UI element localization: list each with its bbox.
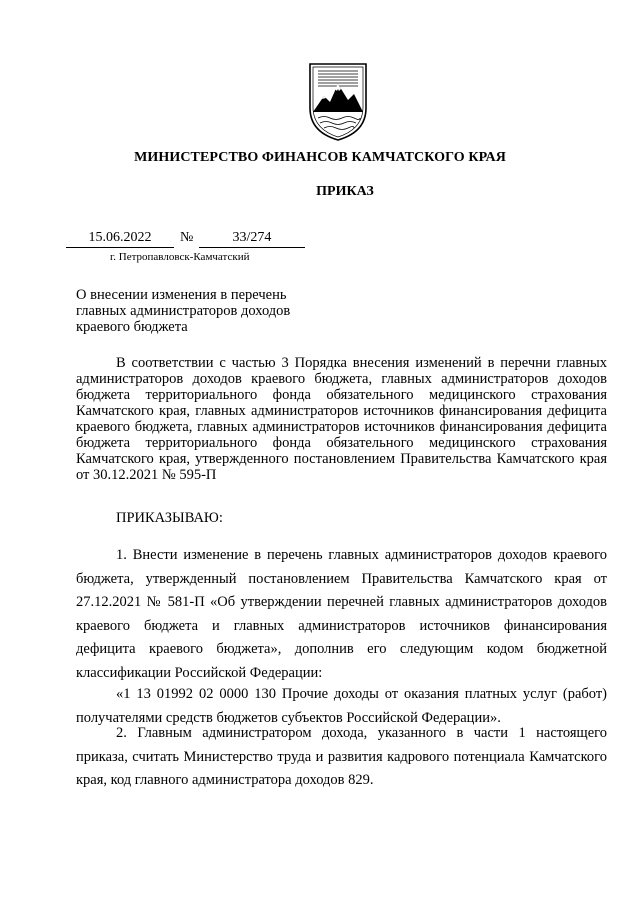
preamble-paragraph: В соответствии с частью 3 Порядка внесения изменений в перечни главных администраторов доходов краевого бюджета, главных администраторов доходов бюджета территориального фонда обязательного медицинского страхования Камчатского края, главных администраторов источников финансирования дефицита краевого бюджета, главных администраторов источников финансирования дефицита бюджета территориального фонда обязательного медицинского страхования Камчатского края, утвержденного постановлением Правительства Камчатского края от 30.12.2021 № 595-П xyxy=(76,355,607,483)
kamchatka-coat-of-arms-icon xyxy=(306,60,370,142)
document-type: ПРИКАЗ xyxy=(316,184,374,199)
order-subject: О внесении изменения в перечень главных администраторов доходов краевого бюджета xyxy=(76,287,291,335)
order-directive: ПРИКАЗЫВАЮ: xyxy=(116,510,223,526)
item-1-paragraph: 1. Внести изменение в перечень главных администраторов доходов краевого бюджета, утвержденный постановлением Правительства Камчатского края от 27.12.2021 № 581-П «Об утверждении перечней главных администраторов доходов краевого бюджета и главных администраторов источников финансирования дефицита краевого бюджета», дополнив его следующим кодом бюджетной классификации Российской Федерации: xyxy=(76,547,607,681)
ministry-title: МИНИСТЕРСТВО ФИНАНСОВ КАМЧАТСКОГО КРАЯ xyxy=(134,150,506,165)
number-sign: № xyxy=(180,230,194,245)
order-number: 33/274 xyxy=(199,229,305,248)
item-1-code-paragraph: «1 13 01992 02 0000 130 Прочие доходы от оказания платных услуг (работ) получателями средств бюджетов субъектов Российской Федерации». xyxy=(76,686,607,726)
item-2-paragraph: 2. Главным администратором дохода, указанного в части 1 настоящего приказа, считать Министерство труда и развития кадрового потенциала Камчатского края, код главного администратора доходов 829. xyxy=(76,725,607,788)
order-date: 15.06.2022 xyxy=(66,229,174,248)
city-line: г. Петропавловск-Камчатский xyxy=(110,251,250,263)
